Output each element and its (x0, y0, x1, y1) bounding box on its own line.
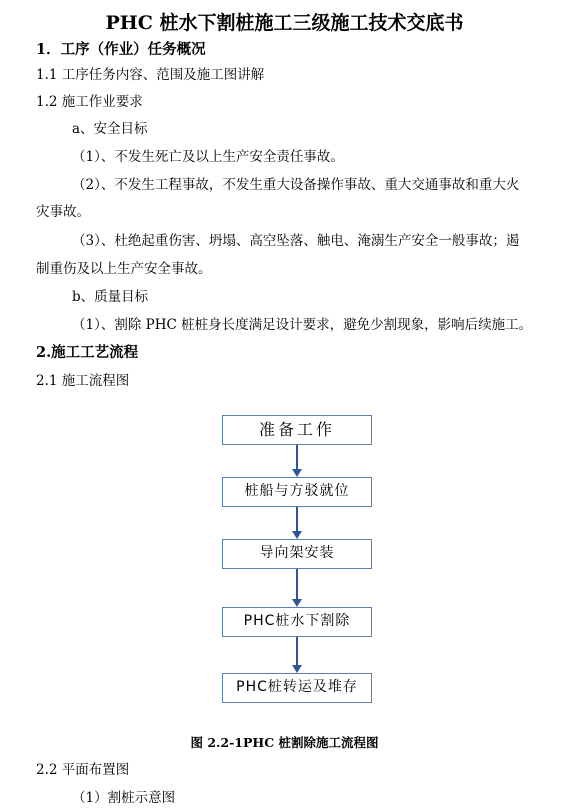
flow-arrow-2 (296, 507, 298, 533)
flow-arrow-1 (296, 445, 298, 471)
section-2-2-1-heading: （1）割桩示意图 (72, 790, 176, 806)
section-2-2-heading: 2.2 平面布置图 (36, 762, 130, 778)
flow-step-guide-frame: 导向架安装 (222, 539, 372, 569)
flow-step-transport-stack: PHC桩转运及堆存 (222, 673, 372, 703)
page-title: PHC 桩水下割桩施工三级施工技术交底书 (105, 12, 464, 34)
section-1-heading: 1．工序（作业）任务概况 (36, 41, 206, 58)
safety-item-2-line-1: （2）、不发生工程事故，不发生重大设备操作事故、重大交通事故和重大火 (72, 177, 520, 193)
figure-caption: 图 2.2-1PHC 桩割除施工流程图 (190, 735, 379, 750)
safety-goal-heading: a、安全目标 (72, 121, 148, 137)
section-2-1-heading: 2.1 施工流程图 (36, 373, 130, 389)
flow-step-position-barge: 桩船与方驳就位 (222, 477, 372, 507)
safety-item-3-line-1: （3）、杜绝起重伤害、坍塌、高空坠落、触电、淹溺生产安全一般事故；遏 (72, 233, 520, 249)
flow-arrow-3 (296, 569, 298, 601)
section-1-2-heading: 1.2 施工作业要求 (36, 94, 143, 110)
quality-item-1: （1）、割除 PHC 桩桩身长度满足设计要求，避免少割现象，影响后续施工。 (72, 317, 533, 333)
flow-step-prepare: 准备工作 (222, 415, 372, 445)
safety-item-3-line-2: 制重伤及以上生产安全事故。 (36, 261, 212, 277)
section-1-1-heading: 1.1 工序任务内容、范围及施工图讲解 (36, 67, 265, 83)
flow-arrowhead-4 (292, 665, 302, 673)
quality-goal-heading: b、质量目标 (72, 289, 149, 305)
flow-arrowhead-3 (292, 599, 302, 607)
flow-step-underwater-cut: PHC桩水下割除 (222, 607, 372, 637)
flow-arrowhead-2 (292, 531, 302, 539)
flow-arrow-4 (296, 637, 298, 667)
safety-item-1: （1）、不发生死亡及以上生产安全责任事故。 (72, 149, 344, 165)
section-2-heading: 2.施工工艺流程 (36, 344, 139, 361)
safety-item-2-line-2: 灾事故。 (36, 204, 90, 220)
flow-arrowhead-1 (292, 469, 302, 477)
